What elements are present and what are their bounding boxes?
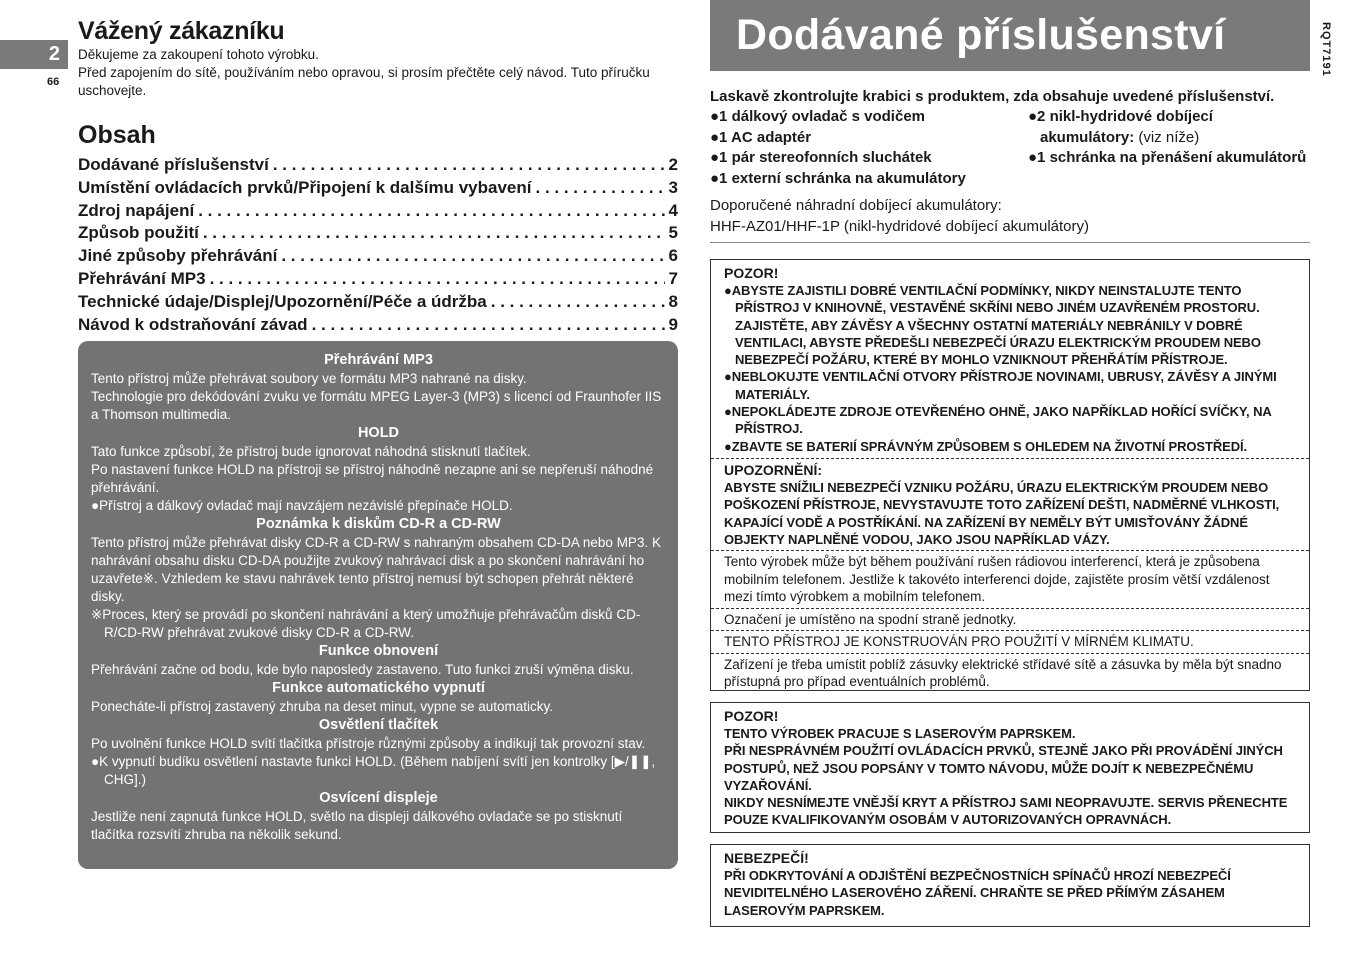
toc-item[interactable]: Technické údaje/Displej/Upozornění/Péče a údržba . . . 8: [78, 291, 678, 314]
warning-bullet: ●ZBAVTE SE BATERIÍ SPRÁVNÝM ZPŮSOBEM S OHLEDEM NA ŽIVOTNÍ PROSTŘEDÍ.: [724, 438, 1248, 454]
resume-heading: Funkce obnovení: [318, 643, 439, 659]
hold-text-1: Tato funkce způsobí, že přístroj bude ignorovat náhodná stisknutí tlačítek.: [91, 444, 531, 459]
mp3-heading: Přehrávání MP3: [324, 352, 433, 368]
dashed-divider: [711, 608, 1309, 609]
warning-bullet: ●ABYSTE ZAJISTILI DOBRÉ VENTILAČNÍ PODMÍNKY, NIKDY NEINSTALUJTE TENTO PŘÍSTROJ V KNIHOVNĚ, VESTAVĚNÉ SKŘÍNI NEBO JINÉM UZAVŘENÉM PROSTORU. ZAJISTĚTE, ABY ZÁVĚSY A VŠECHNY OSTATNÍ MATERIÁLY NEBRÁNILY V DOBRÉ VENTILACI, ABYSTE PŘEDEŠLI NEBEZPEČÍ ÚRAZU ELEKTRICKÝM PROUDEM NEBO NEBEZPEČÍ POŽÁRU, KTERÉ BY MOHLO VZNIKNOUT PŘEHŘÁTÍM PŘÍSTROJE.: [724, 283, 1261, 368]
toc-item[interactable]: Umístění ovládacích prvků/Připojení k dalšímu vybavení . . . 3: [78, 177, 678, 200]
climate-note: TENTO PŘÍSTROJ JE KONSTRUOVÁN PRO POUŽITÍ V MÍRNÉM KLIMATU.: [724, 634, 1194, 650]
danger-text: PŘI ODKRYTOVÁNÍ A ODJIŠTĚNÍ BEZPEČNOSTNÍCH SPÍNAČŮ HROZÍ NEBEZPEČÍ NEVIDITELNÉHO LASEROVÉHO ZÁŘENÍ. CHRAŇTE SE PŘED PŘÍMÝM ZÁSAHEM LASEROVÝM PAPRSKEM.: [724, 868, 1231, 918]
accessories-section: [710, 87, 1310, 243]
list-item: ●1 pár stereofonních sluchátek: [710, 149, 932, 166]
dashed-divider: [711, 550, 1309, 551]
cdr-text: Tento přístroj může přehrávat disky CD-R a CD-RW s nahraným obsahem CD-DA nebo MP3. K nahrávání obsahu disku CD-DA použijte zvukový nahrávací disk a po skončení nahrávání ho uzavřete※. Vzhledem ke stavu nahrávek tento přístroj nemusí být schopen přehrát některé disky.: [91, 535, 661, 604]
greeting-title: Vážený zákazníku: [78, 17, 285, 45]
warning-bullet: ●NEBLOKUJTE VENTILAČNÍ OTVORY PŘÍSTROJE NOVINAMI, UBRUSY, ZÁVĚSY A JINÝMI MATERIÁLY.: [724, 369, 1277, 402]
left-column: [78, 16, 678, 336]
display-heading: Osvícení displeje: [319, 790, 438, 806]
list-item: ●1 AC adaptér: [710, 128, 812, 146]
buttons-heading: Osvětlení tlačítek: [318, 717, 439, 733]
warning-heading: POZOR!: [724, 265, 779, 281]
list-item: ●1 dálkový ovladač s vodičem: [710, 108, 925, 125]
cdr-note: ※Proces, který se provádí po skončení nahrávání a který umožňuje přehrávačům disků CD-R/CD-RW přehrávat zvukové disky CD-R a CD-RW.: [91, 607, 641, 640]
laser-warning-text-1: TENTO VÝROBEK PRACUJE S LASEROVÝM PAPRSKEM.: [724, 726, 1076, 741]
page-sub-number: 66: [47, 76, 60, 88]
warning-bullet: ●NEPOKLÁDEJTE ZDROJE OTEVŘENÉHO OHNĚ, JAKO NAPŘÍKLAD HOŘÍCÍ SVÍČKY, NA PŘÍSTROJ.: [724, 404, 1272, 437]
caution-text: ABYSTE SNÍŽILI NEBEZPEČÍ VZNIKU POŽÁRU, ÚRAZU ELEKTRICKÝM PROUDEM NEBO POŠKOZENÍ PŘÍSTROJE, NEVYSTAVUJTE TOTO ZAŘÍZENÍ DEŠTI, NADMĚRNÉ VLHKOSTI, KAPAJÍCÍ VODĚ A POSTŘÍKÁNÍ. NA ZAŘÍZENÍ BY NEMĚLY BÝT UMISŤOVÁNY ŽÁDNÉ OBJEKTY NAPLNĚNÉ VODOU, JAKO JSOU NAPŘÍKLAD VÁZY.: [724, 479, 1280, 547]
danger-heading: NEBEZPEČÍ!: [724, 850, 809, 866]
list-item: ●1 schránka na přenášení akumulátorů: [1028, 149, 1307, 166]
socket-note: Zařízení je třeba umístit poblíž zásuvky elektrické střídavé sítě a zásuvka by měla být snadno přístupná pro případ eventuálních problémů.: [724, 656, 1282, 690]
laser-warning-box: [710, 702, 1310, 833]
dashed-divider: [711, 630, 1309, 631]
accessories-intro: Laskavě zkontrolujte krabici s produktem, zda obsahuje uvedené příslušenství.: [710, 88, 1275, 105]
toc-item[interactable]: Dodávané příslušenství . . . 2: [78, 154, 678, 177]
radio-interference-note: Tento výrobek může být během používání rušen rádiovou interferencí, která je způsobena mobilním telefonem. Jestliže k takovéto interferenci dojde, zajistěte prosím větší vzdálenost mezi tímto výrobkem a mobilním telefonem.: [724, 554, 1270, 605]
greeting-line-2: Před zapojením do sítě, používáním nebo opravou, si prosím přečtěte celý návod. Tuto příručku uschovejte.: [78, 65, 650, 98]
resume-text: Přehrávání začne od bodu, kde bylo naposledy zastaveno. Tuto funkci zruší výměna disku.: [91, 662, 634, 677]
toc-item[interactable]: Způsob použití . . . 5: [78, 222, 678, 245]
cdr-heading: Poznámka k diskům CD-R a CD-RW: [256, 516, 501, 532]
caution-heading: UPOZORNĚNÍ:: [724, 461, 822, 478]
recommended-batteries: Doporučené náhradní dobíjecí akumulátory: HHF-AZ01/HHF-1P (nikl-hydridové dobíjecí akumulátory): [710, 195, 1310, 243]
list-item: ●2 nikl-hydridové dobíjecí akumulátory: (viz níže): [1028, 108, 1213, 146]
hold-text-2: Po nastavení funkce HOLD na přístroji se přístroj náhodně nezapne ani se nepřeruší náhodné přehrávání.: [91, 462, 654, 495]
hold-heading: HOLD: [357, 425, 400, 441]
laser-warning-text-2: PŘI NESPRÁVNÉM POUŽITÍ OVLÁDACÍCH PRVKŮ, STEJNĚ JAKO PŘI PROVÁDĚNÍ JINÝCH POSTUPŮ, NEŽ JSOU POPSÁNY V TOMTO NÁVODU, MŮŽE DOJÍT K NEBEZPEČNÉMU VYZAŘOVÁNÍ.: [724, 743, 1283, 793]
list-item: ●1 externí schránka na akumulátory: [710, 169, 966, 187]
autooff-text: Ponecháte-li přístroj zastavený zhruba na deset minut, vypne se automaticky.: [91, 699, 553, 714]
laser-warning-heading: POZOR!: [724, 708, 779, 724]
toc-title: Obsah: [78, 121, 156, 149]
page-number-tab: 2: [0, 40, 68, 69]
document-code: RQT7191: [1320, 22, 1332, 77]
dashed-divider: [711, 653, 1309, 654]
buttons-text: Po uvolnění funkce HOLD svítí tlačítka přístroje různými způsoby a indikují tak provozní stav.: [91, 736, 646, 751]
autooff-heading: Funkce automatického vypnutí: [272, 680, 485, 696]
mp3-text-2: Technologie pro dekódování zvuku ve formátu MPEG Layer-3 (MP3) s licencí od Fraunhofer IIS a Thomson multimedia.: [91, 389, 662, 422]
display-text: Jestliže není zapnutá funkce HOLD, světlo na displeji dálkového ovladače se po stisknutí tlačítka rozsvítí zhruba na několik sekund.: [91, 809, 623, 842]
toc-item[interactable]: Zdroj napájení . . . 4: [78, 200, 678, 223]
table-of-contents: [78, 154, 678, 336]
accessories-list: [710, 107, 1310, 189]
mp3-text-1: Tento přístroj může přehrávat soubory ve formátu MP3 nahrané na disky.: [91, 371, 527, 386]
hold-text-3: ●Přístroj a dálkový ovladač mají navzájem nezávislé přepínače HOLD.: [91, 498, 513, 513]
greeting-line-1: Děkujeme za zakoupení tohoto výrobku.: [78, 47, 319, 62]
toc-item[interactable]: Jiné způsoby přehrávání . . . 6: [78, 245, 678, 268]
accessories-title-banner: Dodávané příslušenství: [710, 0, 1310, 71]
toc-item[interactable]: Přehrávání MP3 . . . 7: [78, 268, 678, 291]
dashed-divider: [711, 458, 1309, 459]
danger-box: [710, 844, 1310, 927]
safety-warning-box: [710, 259, 1310, 691]
laser-warning-text-3: NIKDY NESNÍMEJTE VNĚJŠÍ KRYT A PŘÍSTROJ SAMI NEOPRAVUJTE. SERVIS PŘENECHTE POUZE KVALIFIKOVANÝM OSOBÁM V AUTORIZOVANÝCH OPRAVNÁCH.: [724, 795, 1288, 828]
buttons-bullet: ●K vypnutí budíku osvětlení nastavte funkci HOLD. (Během nabíjení svítí jen kontrolky [▶/❚❚, CHG].): [91, 754, 656, 787]
info-box: [78, 341, 678, 869]
toc-item[interactable]: Návod k odstraňování závad . . . 9: [78, 314, 678, 337]
label-location-note: Označení je umístěno na spodní straně jednotky.: [724, 611, 1017, 627]
